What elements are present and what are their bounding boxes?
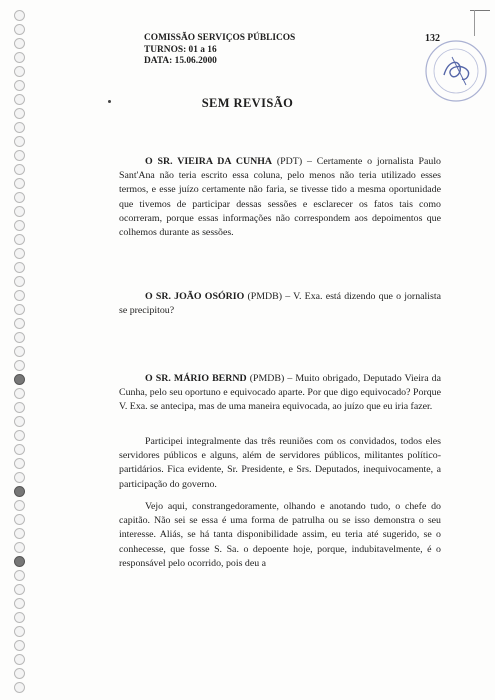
corner-mark <box>470 10 490 11</box>
binder-hole <box>14 262 25 273</box>
header-date: DATA: 15.06.2000 <box>144 56 217 66</box>
binder-hole <box>14 500 25 511</box>
binder-hole <box>14 290 25 301</box>
binder-hole <box>14 626 25 637</box>
binder-hole <box>14 206 25 217</box>
binder-hole <box>14 220 25 231</box>
binder-hole <box>14 10 25 21</box>
binder-hole <box>14 556 25 567</box>
binder-hole <box>14 528 25 539</box>
binder-hole <box>14 52 25 63</box>
ink-speck <box>108 100 111 103</box>
speech-text: (PMDB) – Muito obrigado, Deputado Vieira da Cunha, pelo seu oportuno e equivocado aparte. Por que digo equivocado? Porque V. Exa. se antecipa, mas de uma maneira equivocada, ao juízo que eu iria fazer. <box>119 373 441 413</box>
binder-hole <box>14 654 25 665</box>
binder-hole <box>14 486 25 497</box>
binder-hole <box>14 346 25 357</box>
binder-hole <box>14 598 25 609</box>
binder-hole <box>14 234 25 245</box>
binder-hole <box>14 66 25 77</box>
binder-hole <box>14 584 25 595</box>
speech-text: (PDT) – Certamente o jornalista Paulo Sant'Ana não teria escrito essa coluna, pelo menos não teria utilizado esses termos, e esse juízo certamente não faria, se tivesse tido a mesma oportunidade que tivemos de participar dessas sessões e esclarecer os fatos tais como ocorreram, porque essas informações não correspondem aos depoimentos que colhemos durante as sessões. <box>119 156 441 239</box>
speech-paragraph <box>119 155 441 240</box>
binder-hole <box>14 416 25 427</box>
binder-hole <box>14 164 25 175</box>
binder-hole <box>14 668 25 679</box>
binder-hole <box>14 430 25 441</box>
binder-hole <box>14 276 25 287</box>
binder-hole <box>14 192 25 203</box>
binder-hole <box>14 38 25 49</box>
speech-paragraph <box>119 500 441 571</box>
binder-hole <box>14 612 25 623</box>
binder-hole <box>14 472 25 483</box>
speech-paragraph <box>119 290 441 318</box>
binder-hole <box>14 458 25 469</box>
binder-hole <box>14 542 25 553</box>
binder-hole <box>14 178 25 189</box>
speech-text: Vejo aqui, constrangedoramente, olhando e anotando tudo, o chefe do capitão. Não sei se essa é uma forma de patrulha ou se isso demonstra o seu interesse. Aliás, se há tanta disponibilidade assim, eu teria até sugerido, se o conhecesse, que fosse S. Sa. o depoente hoje, porque, indubitavelmente, é o responsável pelo ocorrido, pois deu a <box>119 501 441 569</box>
binder-holes <box>14 10 28 700</box>
binder-hole <box>14 374 25 385</box>
binder-hole <box>14 388 25 399</box>
binder-hole <box>14 514 25 525</box>
binder-hole <box>14 360 25 371</box>
binder-hole <box>14 150 25 161</box>
binder-hole <box>14 640 25 651</box>
binder-hole <box>14 682 25 693</box>
binder-hole <box>14 304 25 315</box>
page-number: 132 <box>425 33 440 44</box>
stamp-seal <box>422 37 490 105</box>
speaker-name: O SR. JOÃO OSÓRIO <box>145 291 245 302</box>
speaker-name: O SR. MÁRIO BERND <box>145 373 247 384</box>
binder-hole <box>14 136 25 147</box>
binder-hole <box>14 248 25 259</box>
speaker-name: O SR. VIEIRA DA CUNHA <box>145 156 273 167</box>
document-title: SEM REVISÃO <box>201 96 294 110</box>
binder-hole <box>14 402 25 413</box>
header-committee: COMISSÃO SERVIÇOS PÚBLICOS <box>144 33 296 43</box>
binder-hole <box>14 570 25 581</box>
binder-hole <box>14 122 25 133</box>
binder-hole <box>14 444 25 455</box>
binder-hole <box>14 318 25 329</box>
speech-text: Participei integralmente das três reuniões com os convidados, todos eles servidores públicos e alguns, além de servidores públicos, militantes político-partidários. Fica evidente, Sr. Presidente, e Srs. Deputados, inequivocamente, a participação do governo. <box>119 436 441 490</box>
header-shifts: TURNOS: 01 a 16 <box>144 44 217 55</box>
binder-hole <box>14 24 25 35</box>
speech-paragraph <box>119 435 441 492</box>
binder-hole <box>14 80 25 91</box>
speech-paragraph <box>119 372 441 415</box>
document-header <box>144 33 295 68</box>
binder-hole <box>14 332 25 343</box>
corner-mark-vertical <box>474 10 475 36</box>
speech-text: (PMDB) – V. Exa. está dizendo que o jornalista se precipitou? <box>119 291 441 317</box>
